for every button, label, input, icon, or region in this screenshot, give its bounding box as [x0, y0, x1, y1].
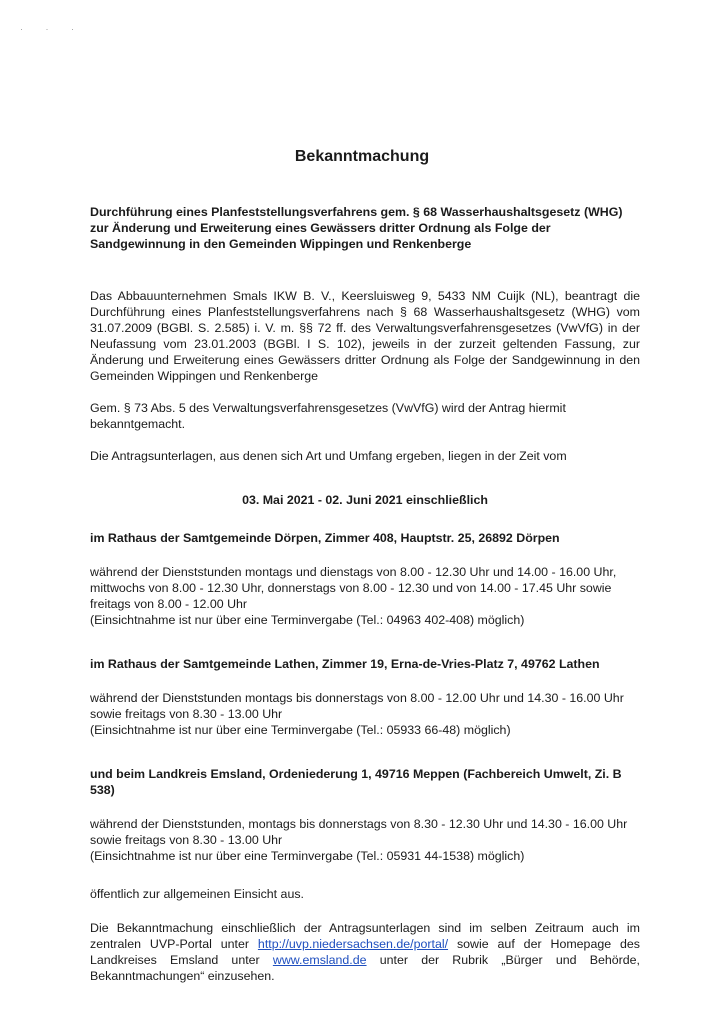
announcement-paragraph: Gem. § 73 Abs. 5 des Verwaltungsverfahrensgesetzes (VwVfG) wird der Antrag hiermit bekanntgemacht. — [90, 401, 566, 431]
document-title: Bekanntmachung — [294, 148, 430, 165]
location-appointment-emsland: (Einsichtnahme ist nur über eine Terminvergabe (Tel.: 05931 44-1538) möglich) — [90, 849, 525, 863]
availability-intro: Die Antragsunterlagen, aus denen sich Art und Umfang ergeben, liegen in der Zeit vom — [90, 449, 567, 463]
location-hours-lathen: während der Dienststunden montags bis donnerstags von 8.00 - 12.00 Uhr und 14.30 - 16.00 Uhr sowie freitags von 8.30 - 13.00 Uhr — [90, 691, 624, 721]
document-subject: Durchführung eines Planfeststellungsverfahrens gem. § 68 Wasserhaushaltsgesetz (WHG) zur Änderung und Erweiterung eines Gewässers dritter Ordnung als Folge der Sandgewinnung in den Gemeinden Wippingen und Renkenberge — [90, 205, 623, 251]
location-heading-lathen: im Rathaus der Samtgemeinde Lathen, Zimmer 19, Erna-de-Vries-Platz 7, 49762 Lathen — [90, 657, 600, 671]
uvp-portal-link[interactable]: http://uvp.niedersachsen.de/portal/ — [257, 937, 449, 951]
intro-paragraph: Das Abbauunternehmen Smals IKW B. V., Keersluisweg 9, 5433 NM Cuijk (NL), beantragt die Durchführung eines Planfeststellungsverfahrens nach § 68 Wasserhaushaltsgesetz (WHG) vom 31.07.2009 (BGBl. S. 2.585) i. V. m. §§ 72 ff. des Verwaltungsverfahrensgesetzes (VwVfG) in der Neufassung vom 23.01.2003 (BGBl. I S. 102), jeweils in der zurzeit geltenden Fassung, zur Änderung und Erweiterung eines Gewässers dritter Ordnung als Folge der Sandgewinnung in den Gemeinden Wippingen und Renkenberge — [90, 289, 640, 383]
document-body — [90, 204, 640, 984]
location-appointment-lathen: (Einsichtnahme ist nur über eine Terminvergabe (Tel.: 05933 66-48) möglich) — [90, 723, 511, 737]
location-appointment-doerpen: (Einsichtnahme ist nur über eine Terminvergabe (Tel.: 04963 402-408) möglich) — [90, 613, 525, 627]
public-note: öffentlich zur allgemeinen Einsicht aus. — [90, 887, 304, 901]
closing-text-1: Die Bekanntmachung einschließlich der Antragsunterlagen sind im selben Zeitraum auch im zentralen UVP-Portal unter — [90, 921, 640, 951]
closing-text-3: unter der Rubrik „Bürger und Behörde, Bekanntmachungen“ einzusehen. — [90, 953, 640, 983]
location-hours-doerpen: während der Dienststunden montags und dienstags von 8.00 - 12.30 Uhr und 14.00 - 16.00 Uhr, mittwochs von 8.00 - 12.30 Uhr, donnerstags von 8.00 - 12.30 und von 14.00 - 17.45 Uhr sowie freitags von 8.00 - 12.00 Uhr — [90, 565, 617, 611]
emsland-homepage-link[interactable]: www.emsland.de — [272, 953, 367, 967]
display-period: 03. Mai 2021 - 02. Juni 2021 einschließlich — [242, 493, 488, 507]
closing-text-2: sowie auf der Homepage des Landkreises Emsland unter — [90, 937, 640, 967]
location-heading-emsland: und beim Landkreis Emsland, Ordeniederung 1, 49716 Meppen (Fachbereich Umwelt, Zi. B 538) — [90, 767, 622, 797]
scan-specks: · · · — [20, 24, 84, 34]
location-heading-doerpen: im Rathaus der Samtgemeinde Dörpen, Zimmer 408, Hauptstr. 25, 26892 Dörpen — [90, 531, 560, 545]
closing-paragraph — [90, 920, 640, 984]
location-hours-emsland: während der Dienststunden, montags bis donnerstags von 8.30 - 12.30 Uhr und 14.30 - 16.00 Uhr sowie freitags von 8.30 - 13.00 Uhr — [90, 817, 628, 847]
